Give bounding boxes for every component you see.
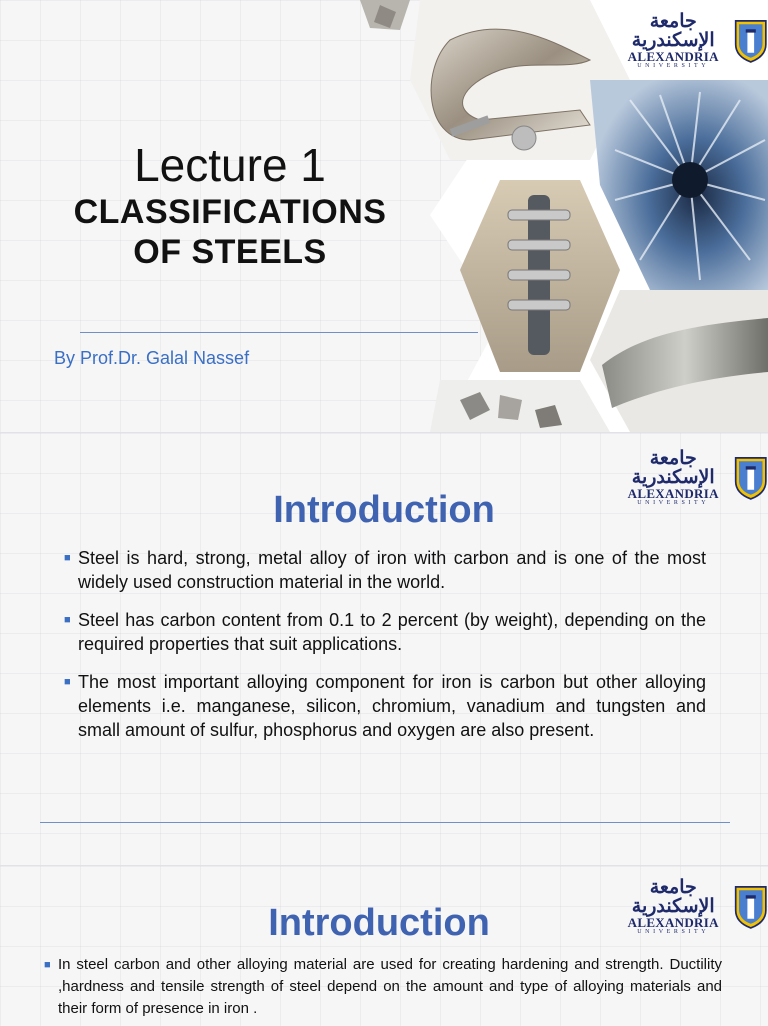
logo-university-text: UNIVERSITY: [637, 500, 710, 506]
slide-title: Introduction: [273, 489, 495, 531]
square-bullet-icon: ■: [64, 552, 71, 564]
university-logo: [616, 12, 768, 69]
slide-divider: [40, 822, 730, 823]
slide-title: Introduction: [268, 902, 490, 944]
logo-university-text: UNIVERSITY: [637, 63, 710, 69]
bullet-list: [44, 954, 722, 1020]
logo-english-text: ALEXANDRIA: [627, 49, 719, 64]
logo-university-text: UNIVERSITY: [637, 929, 710, 935]
logo-english-text: ALEXANDRIA: [627, 486, 719, 501]
logo-english-text: ALEXANDRIA: [627, 915, 719, 930]
square-bullet-icon: ■: [44, 959, 51, 971]
list-item: ■ Steel has carbon content from 0.1 to 2 percent (by weight), depending on the required properties that suit applications.: [64, 610, 706, 654]
lighthouse-shield-icon: [734, 15, 768, 67]
title-block: [20, 138, 440, 272]
list-item: ■ Steel is hard, strong, metal alloy of iron with carbon and is one of the most widely used construction material in the world.: [64, 548, 706, 592]
list-item: ■ The most important alloying component for iron is carbon but other alloying elements i.e. manganese, silicon, chromium, vanadium and tungsten and small amount of sulfur, phosphorus and oxygen are also present.: [64, 672, 706, 740]
classification-title-line1: CLASSIFICATIONS: [73, 193, 387, 231]
logo-arabic-text: جامعة الإسكندرية: [631, 10, 715, 51]
list-item: ■ In steel carbon and other alloying material are used for creating hardening and strength. Ductility ,hardness and tensile strength of steel depend on the amount and type of alloying materials and their form of presence in iron .: [44, 956, 722, 1017]
classification-title-line2: OF STEELS: [133, 233, 327, 271]
logo-arabic-text: جامعة الإسكندرية: [631, 447, 715, 488]
title-slide: [0, 0, 768, 432]
logo-arabic-text: جامعة الإسكندرية: [631, 876, 715, 917]
title-divider: [80, 332, 478, 333]
author-byline: By Prof.Dr. Galal Nassef: [54, 348, 250, 368]
lecture-title: Lecture 1: [134, 139, 326, 191]
square-bullet-icon: ■: [64, 614, 71, 626]
square-bullet-icon: ■: [64, 676, 71, 688]
bullet-list: [64, 546, 706, 756]
